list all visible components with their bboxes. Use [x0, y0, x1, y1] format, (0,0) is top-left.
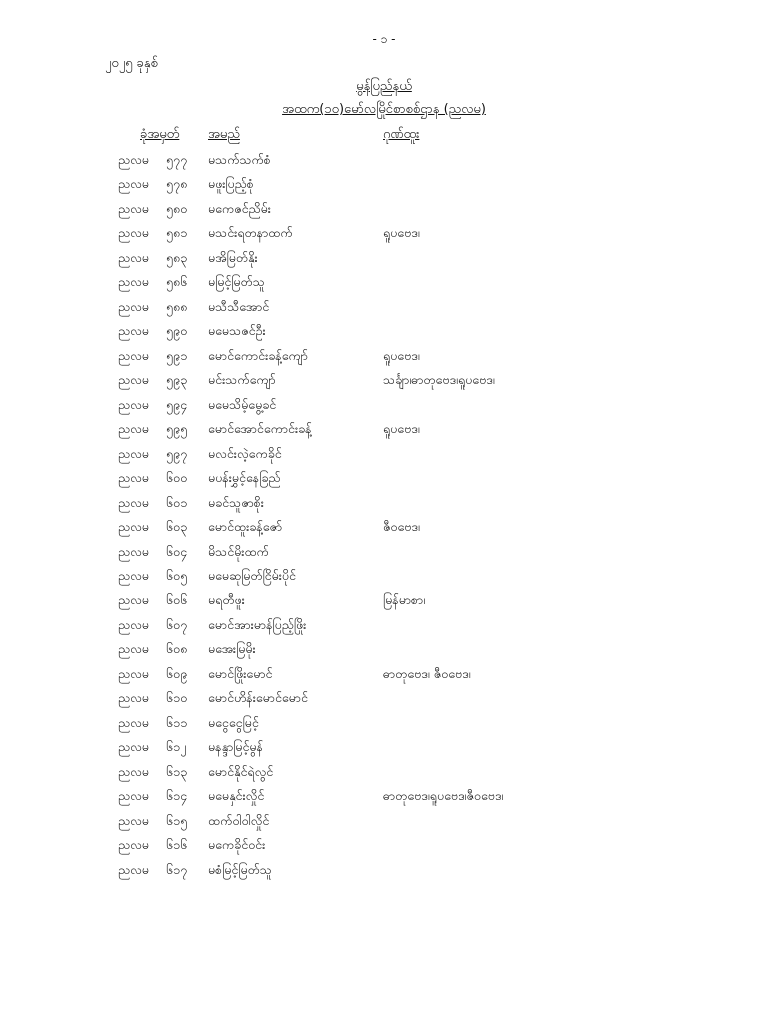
row-prefix: ညလမ [118, 543, 149, 559]
row-prefix: ညလမ [118, 176, 149, 192]
row-name: မသက်သက်စံ [208, 152, 271, 167]
row-number: ၅၉၇ [166, 445, 188, 461]
row-number: ၅၉၁ [166, 347, 188, 363]
year-label: ၂၀၂၅ ခုနှစ် [105, 56, 158, 71]
row-remark: သင်္ချာ၊ဓာတုဗေဒ၊ရူပဗေဒ၊ [383, 372, 495, 388]
row-prefix: ညလမ [118, 861, 149, 877]
row-name: မသီသီအောင် [208, 298, 270, 314]
row-prefix: ညလမ [118, 812, 149, 828]
table-header [0, 126, 768, 146]
row-prefix: ညလမ [118, 225, 149, 241]
row-number: ၆၁၁ [166, 714, 188, 730]
table-row [0, 811, 768, 835]
row-number: ၆၀၃ [166, 519, 188, 535]
table-row [0, 786, 768, 810]
row-prefix: ညလမ [118, 641, 149, 657]
row-name: မအေးမြမိုး [208, 641, 256, 657]
row-number: ၆၁၅ [166, 812, 188, 828]
row-remark: မြန်မာစာ၊ [383, 592, 426, 608]
row-number: ၅၇၇ [166, 152, 188, 167]
row-name: မမေသိမ့်မွေ့ခင် [208, 396, 277, 412]
row-prefix: ညလမ [118, 298, 149, 314]
row-remark: ဇီဝဗေဒ၊ [383, 519, 420, 535]
row-name: မမေသဇင်ဦး [208, 323, 266, 339]
table-row [0, 493, 768, 517]
row-name: မောင်အောင်ကောင်းခန့် [208, 421, 312, 437]
page-number: - ၁ - [372, 32, 396, 46]
row-number: ၅၉၅ [166, 421, 188, 437]
row-number: ၆၀၉ [166, 665, 188, 681]
row-prefix: ညလမ [118, 274, 149, 290]
table-row [0, 150, 768, 174]
table-row [0, 590, 768, 614]
row-name: မရတီဖူး [208, 592, 245, 608]
row-prefix: ညလမ [118, 494, 149, 510]
row-number: ၆၀၇ [166, 616, 188, 632]
table-row [0, 444, 768, 468]
row-prefix: ညလမ [118, 421, 149, 437]
table-row [0, 688, 768, 712]
table-row [0, 639, 768, 663]
row-remark: ရူပဗေဒ၊ [383, 225, 420, 241]
row-prefix: ညလမ [118, 788, 149, 804]
row-prefix: ညလမ [118, 519, 149, 535]
row-number: ၆၀၈ [166, 641, 188, 657]
table-row [0, 370, 768, 394]
row-number: ၅၈၁ [166, 225, 188, 241]
row-prefix: ညလမ [118, 200, 149, 216]
exam-center-title [0, 101, 768, 120]
table-row [0, 199, 768, 223]
table-row [0, 835, 768, 859]
row-prefix: ညလမ [118, 152, 149, 167]
row-prefix: ညလမ [118, 763, 149, 779]
table-row [0, 346, 768, 370]
row-remark: ဓာတုဗေဒ၊ရူပဗေဒ၊ဇီဝဗေဒ၊ [383, 788, 504, 804]
row-name: မောင်နိုင်ရဲလွင် [208, 763, 274, 779]
row-name: မင်းသက်ကျော် [208, 372, 276, 388]
row-number: ၅၇၈ [166, 176, 188, 192]
table-row [0, 762, 768, 786]
row-number: ၅၈၀ [166, 200, 188, 216]
row-number: ၅၉၀ [166, 323, 188, 339]
row-prefix: ညလမ [118, 372, 149, 388]
table-row [0, 737, 768, 761]
row-number: ၆၁၂ [166, 739, 187, 755]
table-row [0, 174, 768, 198]
row-prefix: ညလမ [118, 567, 149, 583]
table-row [0, 468, 768, 492]
row-prefix: ညလမ [118, 616, 149, 632]
row-name: မပန်းမွှင့်နေခြည် [208, 470, 281, 486]
row-name: မမြင့်မြတ်သူ [208, 274, 265, 290]
row-prefix: ညလမ [118, 249, 149, 265]
table-row [0, 321, 768, 345]
row-name: မဖူးပြည့်စုံ [208, 176, 254, 192]
table-row [0, 860, 768, 884]
table-row [0, 297, 768, 321]
row-name: မငွေငွေမြင့် [208, 714, 259, 730]
header-remark: ဂုဏ်ထူး [383, 127, 420, 142]
row-number: ၆၀၅ [166, 567, 188, 583]
row-name: မလင်းလဲ့ကေခိုင် [208, 445, 282, 461]
row-name: မမေဆုမြတ်ငြိမ်းပိုင် [208, 567, 296, 583]
row-remark: ရူပဗေဒ၊ [383, 421, 420, 437]
row-number: ၅၉၄ [166, 396, 188, 412]
table-row [0, 713, 768, 737]
row-name: မသင်းရတနာထက် [208, 225, 293, 241]
row-prefix: ညလမ [118, 396, 149, 412]
row-name: မခင်သူဇာစိုး [208, 494, 264, 510]
row-name: ထက်ဝါဝါလှိုင် [208, 812, 270, 828]
row-prefix: ညလမ [118, 665, 149, 681]
row-number: ၆၀၁ [166, 494, 188, 510]
row-number: ၆၁၄ [166, 788, 188, 804]
table-row [0, 272, 768, 296]
row-number: ၆၁၆ [166, 837, 188, 853]
row-name: မကေဇင်ညိမ်း [208, 200, 271, 216]
row-name: မအိမြတ်နိုး [208, 249, 258, 265]
row-prefix: ညလမ [118, 445, 149, 461]
row-prefix: ညလမ [118, 592, 149, 608]
row-number: ၆၀၄ [166, 543, 188, 559]
region-title [0, 78, 768, 97]
row-number: ၅၈၈ [166, 298, 188, 314]
row-number: ၆၀၀ [166, 470, 188, 486]
row-name: မနန္ဒာမြင့်မွန် [208, 739, 263, 755]
row-name: မိသင်မိုးထက် [208, 543, 269, 559]
row-prefix: ညလမ [118, 739, 149, 755]
row-name: မကေခိုင်ဝင်း [208, 837, 266, 853]
header-name: အမည် [208, 127, 240, 142]
row-number: ၅၉၃ [166, 372, 188, 388]
row-prefix: ညလမ [118, 714, 149, 730]
table-row [0, 517, 768, 541]
row-name: မောင်ဟိန်းမောင်မောင် [208, 690, 308, 706]
table-row [0, 542, 768, 566]
row-number: ၆၁၃ [166, 763, 188, 779]
header-roll-no: ခုံအမှတ် [140, 127, 180, 142]
row-number: ၆၁၀ [166, 690, 188, 706]
table-row [0, 615, 768, 639]
row-prefix: ညလမ [118, 690, 149, 706]
row-prefix: ညလမ [118, 323, 149, 339]
row-name: မောင်ကောင်းခန့်ကျော် [208, 347, 308, 363]
row-number: ၆၀၆ [166, 592, 188, 608]
row-name: မစံမြင့်မြတ်သူ [208, 861, 272, 877]
region-title-text: မွန်ပြည်နယ် [356, 79, 412, 94]
row-name: မောင်အားမာန်ပြည့်ဖြိုး [208, 616, 307, 632]
row-prefix: ညလမ [118, 837, 149, 853]
row-remark: ဓာတုဗေဒ၊ ဇီဝဗေဒ၊ [383, 665, 471, 681]
results-list [0, 150, 768, 884]
row-name: မမေနှင်းလှိုင် [208, 788, 265, 804]
table-row [0, 419, 768, 443]
table-row [0, 395, 768, 419]
table-row [0, 566, 768, 590]
row-number: ၅၈၆ [166, 274, 188, 290]
table-row [0, 248, 768, 272]
row-remark: ရူပဗေဒ၊ [383, 347, 420, 363]
row-prefix: ညလမ [118, 347, 149, 363]
row-name: မောင်ဖြိုးမောင် [208, 665, 273, 681]
row-number: ၆၁၇ [166, 861, 188, 877]
row-name: မောင်ထူးခန့်ဇော် [208, 519, 283, 535]
exam-center-title-text: အထက(၁၀)မော်လမြိုင်စာစစ်ဌာန (ညလမ) [282, 102, 486, 117]
table-row [0, 223, 768, 247]
row-prefix: ညလမ [118, 470, 149, 486]
table-row [0, 664, 768, 688]
row-number: ၅၈၃ [166, 249, 188, 265]
